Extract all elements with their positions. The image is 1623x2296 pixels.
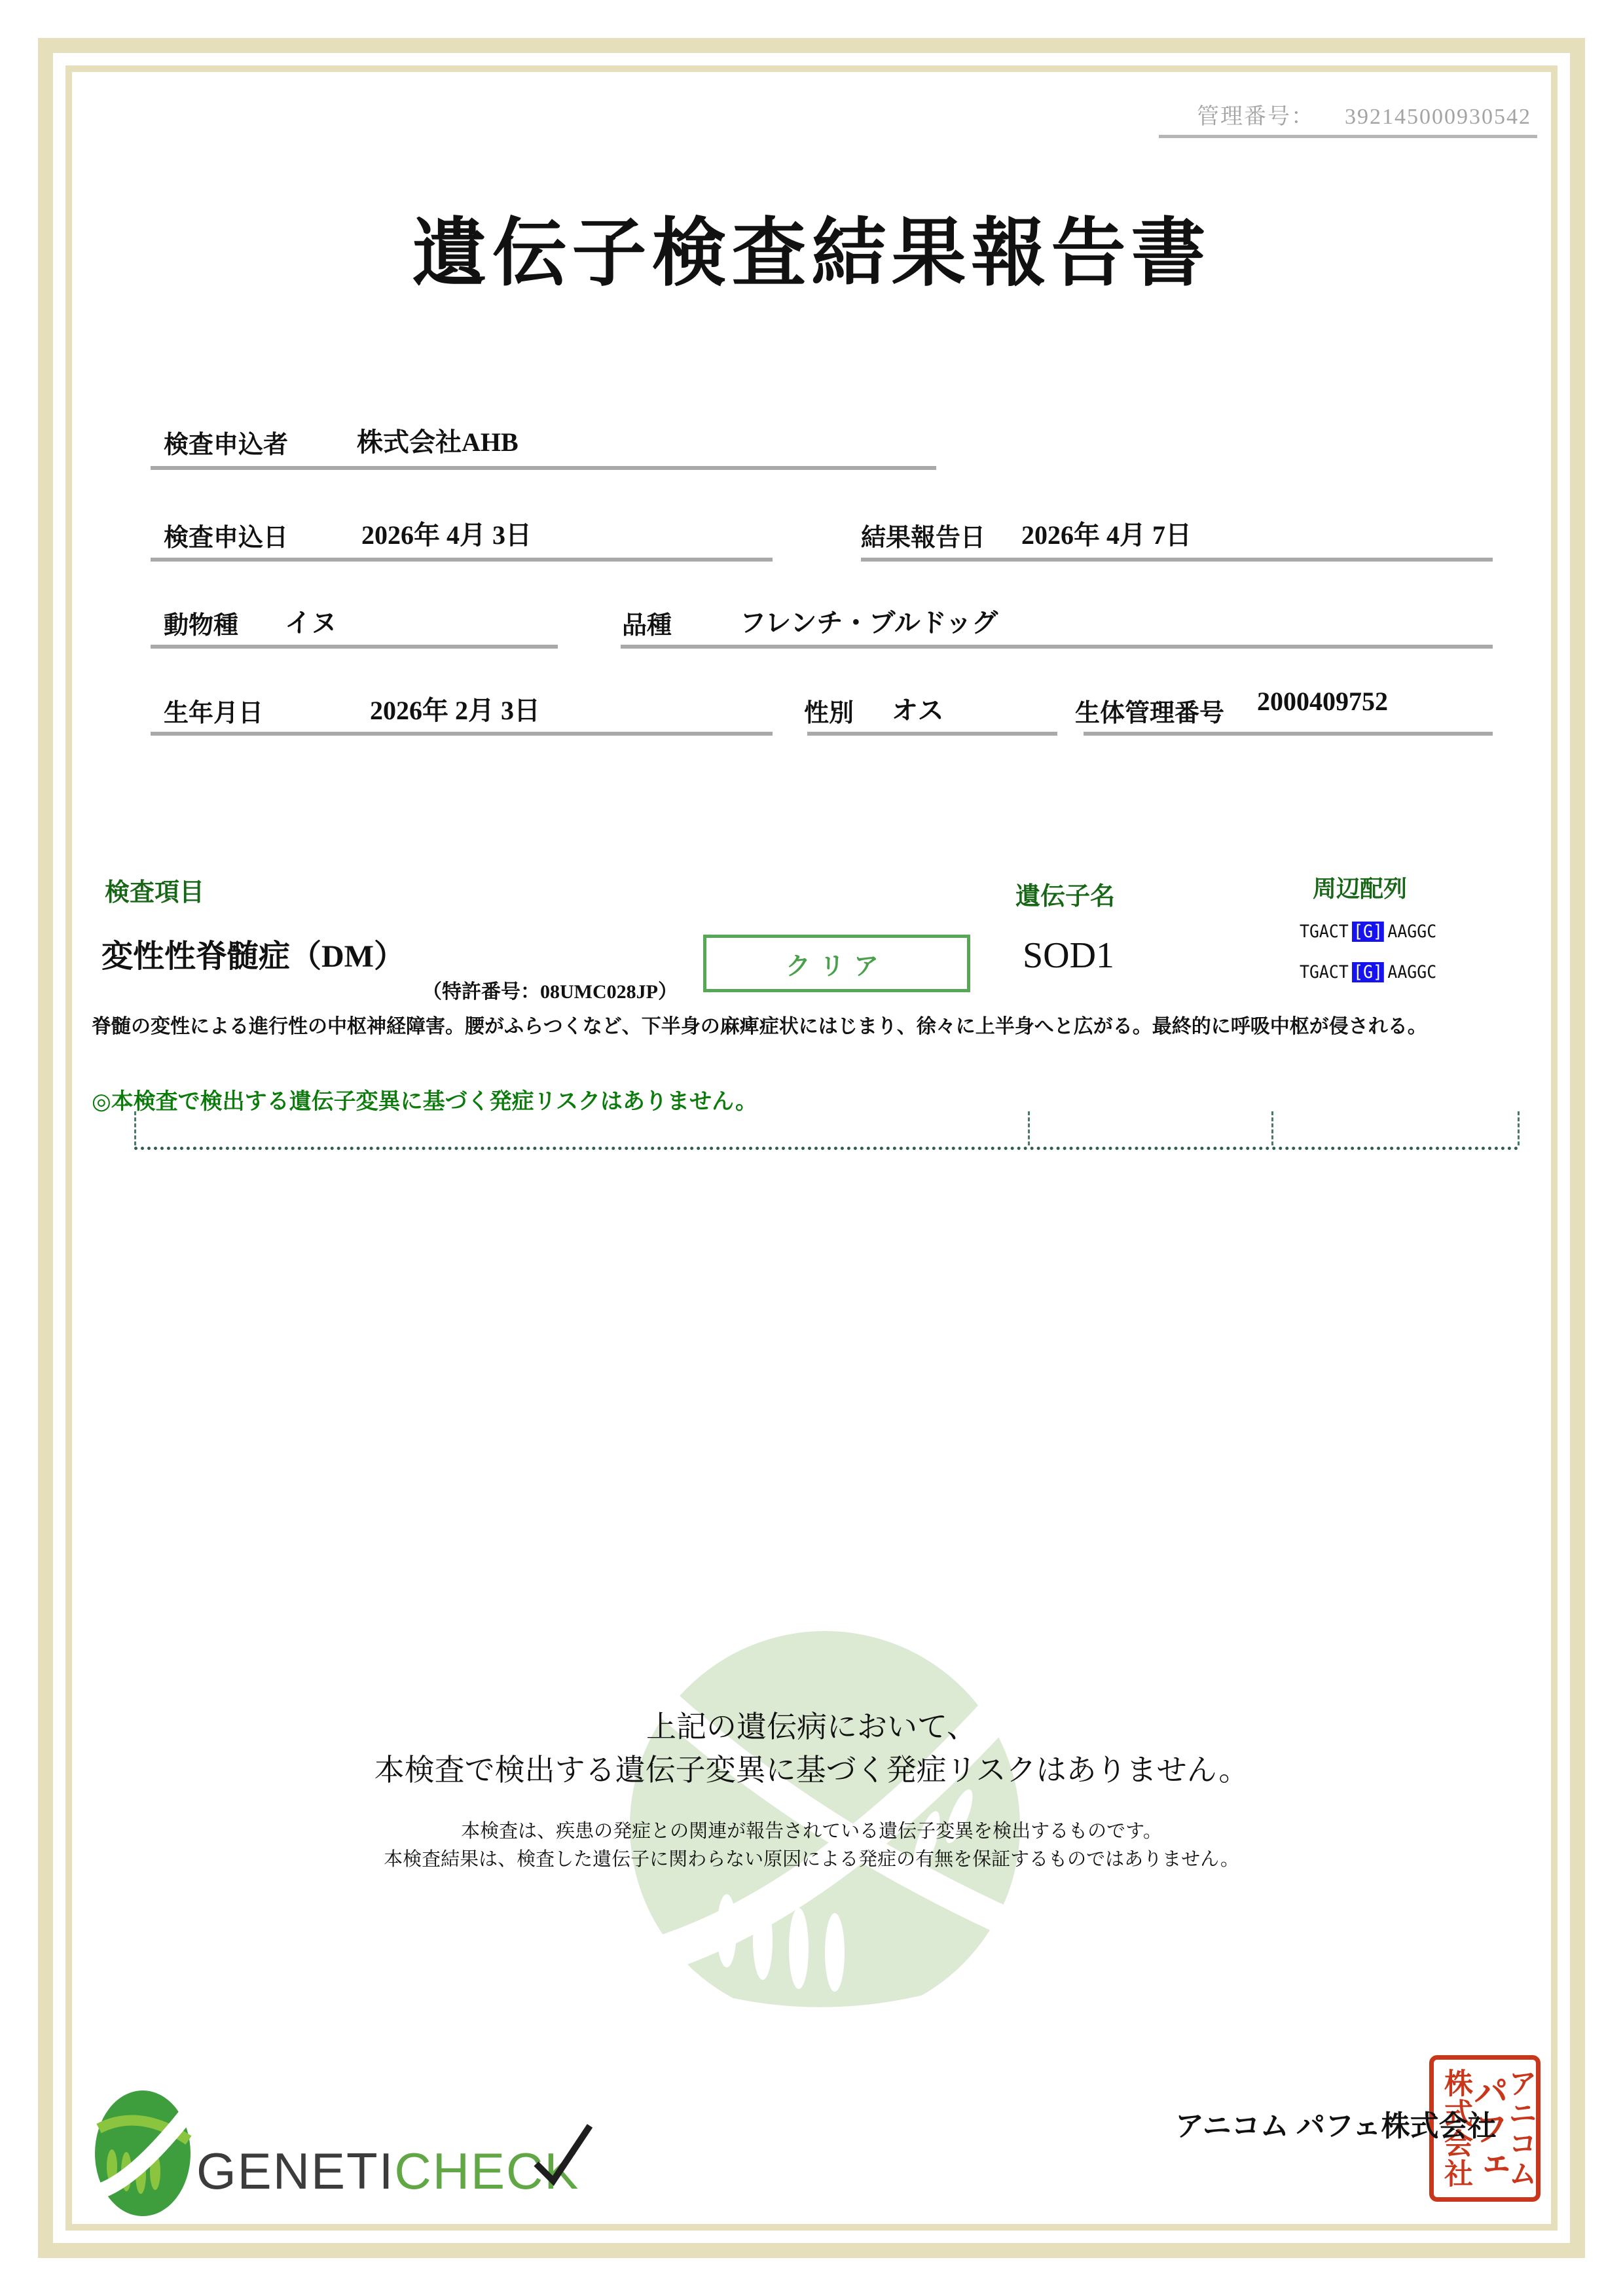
- stamp-column-pafe: パフェ: [1468, 2073, 1508, 2183]
- sequence-suffix: AAGGC: [1387, 962, 1437, 982]
- disease-name: 変性性脊髄症（DM）: [101, 939, 405, 974]
- control-number-underline: [1159, 135, 1537, 138]
- table-divider-sequence: [1271, 1111, 1273, 1145]
- logo-text-geneti: GENETI: [196, 2142, 395, 2200]
- application-date-label: 検査申込日: [164, 524, 289, 552]
- result-badge: [703, 935, 970, 992]
- patent-number: （特許番号：08UMC028JP）: [422, 981, 678, 1003]
- birth-date-underline: [151, 732, 773, 736]
- table-divider-left: [134, 1111, 136, 1145]
- breed-underline: [621, 645, 1493, 649]
- sex-value: オス: [892, 696, 944, 725]
- stamp-column-anicom: アニコム: [1504, 2068, 1536, 2189]
- surrounding-sequence-header: 周辺配列: [1313, 876, 1408, 902]
- applicant-value: 株式会社AHB: [357, 427, 519, 457]
- sequence-row-1: [1300, 922, 1436, 942]
- sequence-suffix: AAGGC: [1387, 922, 1437, 942]
- report-date-label: 結果報告日: [861, 524, 986, 552]
- gene-name-value: SOD1: [1023, 935, 1115, 976]
- company-name: アニコム パフェ株式会社: [1175, 2110, 1497, 2142]
- report-date-underline: [861, 558, 1493, 562]
- sex-label: 性別: [804, 700, 854, 727]
- logo-checkmark-icon: [530, 2121, 593, 2189]
- report-date-value: 2026年 4月 7日: [1021, 520, 1192, 550]
- sequence-row-2: [1300, 962, 1436, 982]
- test-item-header: 検査項目: [105, 879, 205, 906]
- sequence-prefix: TGACT: [1300, 922, 1349, 942]
- applicant-label: 検査申込者: [164, 431, 289, 459]
- animal-id-label: 生体管理番号: [1075, 700, 1225, 727]
- summary-line-1: 上記の遺伝病において、: [646, 1710, 977, 1744]
- table-divider-right: [1518, 1111, 1520, 1145]
- breed-label: 品種: [622, 612, 672, 639]
- result-badge-label: クリア: [785, 952, 888, 980]
- logo-text-chec: CHEC: [394, 2142, 545, 2200]
- risk-note: ◎本検査で検出する遺伝子変異に基づく発症リスクはありません。: [92, 1090, 758, 1114]
- sequence-allele-highlight: [G]: [1353, 962, 1383, 982]
- table-bottom-dotted-line: [134, 1147, 1519, 1150]
- birth-date-value: 2026年 2月 3日: [370, 696, 540, 725]
- species-value: イヌ: [285, 608, 337, 637]
- application-date-underline: [151, 558, 773, 562]
- breed-value: フレンチ・ブルドッグ: [740, 608, 998, 637]
- species-label: 動物種: [164, 612, 239, 639]
- applicant-underline: [151, 466, 936, 470]
- logo-text-k: K: [544, 2142, 580, 2200]
- birth-date-label: 生年月日: [164, 700, 264, 727]
- control-number-label: 管理番号：: [1197, 105, 1315, 129]
- sequence-allele-highlight: [G]: [1353, 922, 1383, 942]
- animal-id-underline: [1084, 732, 1493, 736]
- control-number-row: [1197, 98, 1531, 130]
- summary-disclaimer-1: 本検査は、疾患の発症との関連が報告されている遺伝子変異を検出するものです。: [461, 1821, 1162, 1842]
- sex-underline: [807, 732, 1057, 736]
- report-title: 遺伝子検査結果報告書: [412, 212, 1211, 295]
- geneticheck-logo-mark: [94, 2089, 192, 2217]
- disease-description: 脊髄の変性による進行性の中枢神経障害。腰がふらつくなど、下半身の麻痺症状にはじまり、徐々に上半身へと広がる。最終的に呼吸中枢が侵される。: [92, 1016, 1427, 1037]
- control-number-value: 392145000930542: [1345, 105, 1531, 129]
- gene-name-header: 遺伝子名: [1015, 883, 1116, 910]
- application-date-value: 2026年 4月 3日: [361, 520, 532, 550]
- animal-id-value: 2000409752: [1257, 687, 1388, 716]
- summary-line-2: 本検査で検出する遺伝子変異に基づく発症リスクはありません。: [374, 1753, 1249, 1787]
- species-underline: [151, 645, 558, 649]
- stamp-column-kabushikigaisha: 株式会社: [1440, 2068, 1472, 2189]
- geneticheck-logo-text: [196, 2142, 579, 2201]
- summary-disclaimer-2: 本検査結果は、検査した遺伝子に関わらない原因による発症の有無を保証するものではありません。: [384, 1849, 1239, 1870]
- table-divider-gene: [1028, 1111, 1030, 1145]
- sequence-prefix: TGACT: [1300, 962, 1349, 982]
